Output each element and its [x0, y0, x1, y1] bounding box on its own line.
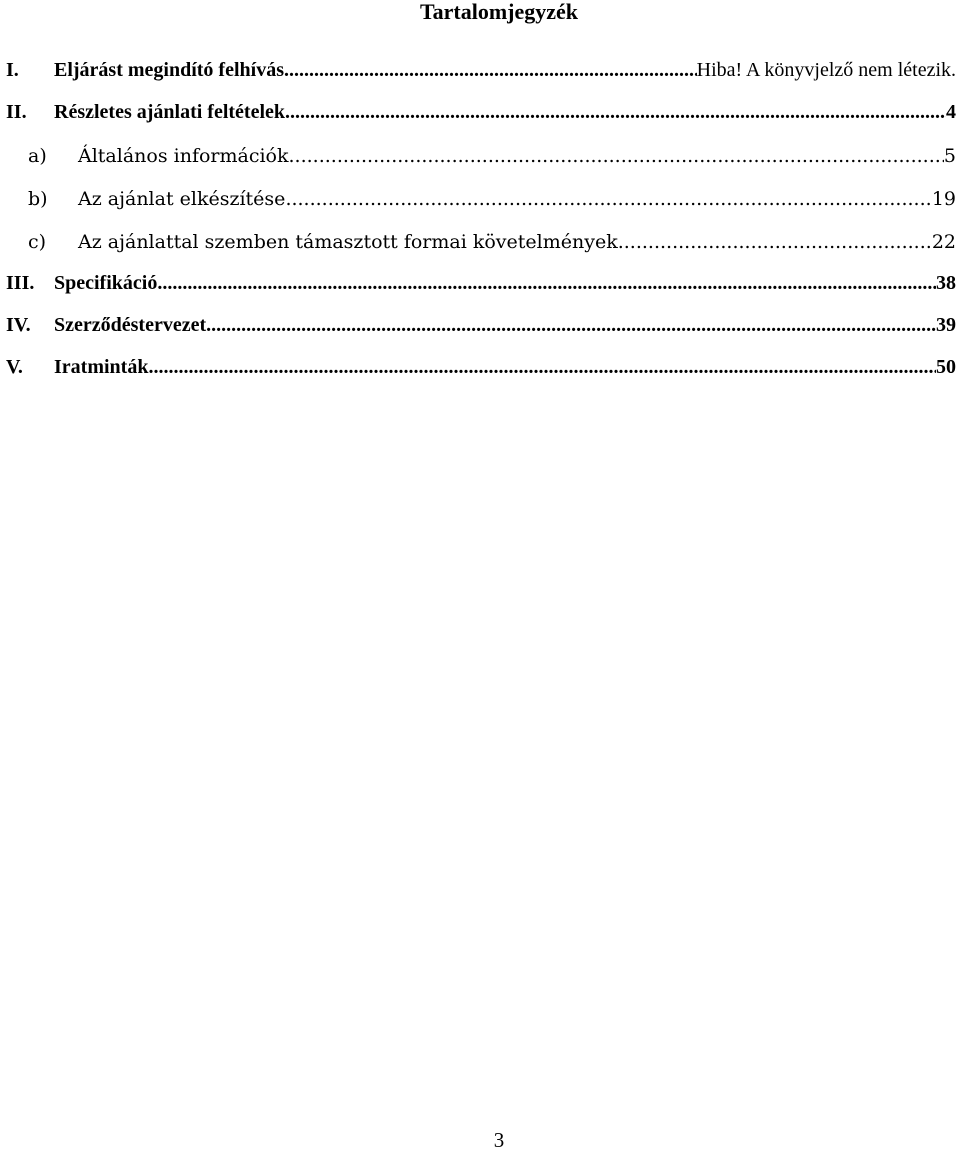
toc-entry-number: IV. [6, 314, 31, 336]
toc-entry-title: Az ajánlat elkészítése [78, 188, 286, 210]
toc-entry-number: c) [28, 231, 47, 253]
toc-entry-title: Általános információk [78, 145, 289, 167]
toc-entry-title: Az ajánlattal szemben támasztott formai követelmények [78, 231, 618, 253]
toc-entry-page: 39 [936, 314, 956, 336]
toc-entry-specifikacio[interactable] [6, 263, 956, 295]
toc-dot-leader [285, 188, 931, 210]
toc-entry-page: 19 [931, 188, 956, 210]
toc-entry-page: 5 [943, 145, 956, 167]
toc-title: Tartalomjegyzék [419, 0, 579, 24]
toc-dot-leader [206, 314, 936, 337]
toc-entry-number: b) [28, 188, 48, 210]
toc-entry-title: Részletes ajánlati feltételek [54, 101, 286, 123]
toc-dot-leader [284, 59, 697, 82]
toc-dot-leader [157, 272, 936, 295]
toc-entry-title: Iratminták [54, 356, 149, 378]
toc-entry-page: 38 [936, 272, 956, 294]
toc-dot-leader [285, 101, 946, 124]
toc-dot-leader [618, 231, 932, 253]
page-number: 3 [493, 1128, 505, 1152]
toc-entry-page: 22 [931, 231, 956, 253]
toc-entry-formai-kovetelmenyek[interactable] [6, 221, 956, 253]
toc-entry-number: III. [6, 272, 35, 294]
toc-entry-az-ajanlat-elkeszitese[interactable] [6, 178, 956, 210]
toc-dot-leader [148, 356, 936, 379]
toc-entry-number: V. [6, 356, 23, 378]
toc-entry-page: 4 [946, 101, 956, 123]
toc-entry-szerzodestervezet[interactable] [6, 305, 956, 337]
toc-entry-page: 50 [936, 356, 956, 378]
toc-entry-page-error: Hiba! A könyvjelző nem létezik. [696, 59, 956, 81]
toc-entry-number: II. [6, 101, 27, 123]
toc-entry-iratmintak[interactable] [6, 347, 956, 379]
toc-entry-title: Eljárást megindító felhívás [54, 59, 284, 81]
toc-entry-eljarast-megindito-felhivas[interactable] [6, 50, 956, 82]
toc-entry-number: a) [28, 145, 47, 167]
toc-dot-leader [289, 145, 944, 167]
toc-entry-number: I. [6, 59, 19, 81]
toc-entry-title: Szerződéstervezet [54, 314, 207, 336]
toc-entry-altalanos-informaciok[interactable] [6, 135, 956, 167]
toc-entry-reszletes-ajanlati-feltetelek[interactable] [6, 92, 956, 124]
toc-entry-title: Specifikáció [54, 272, 158, 294]
